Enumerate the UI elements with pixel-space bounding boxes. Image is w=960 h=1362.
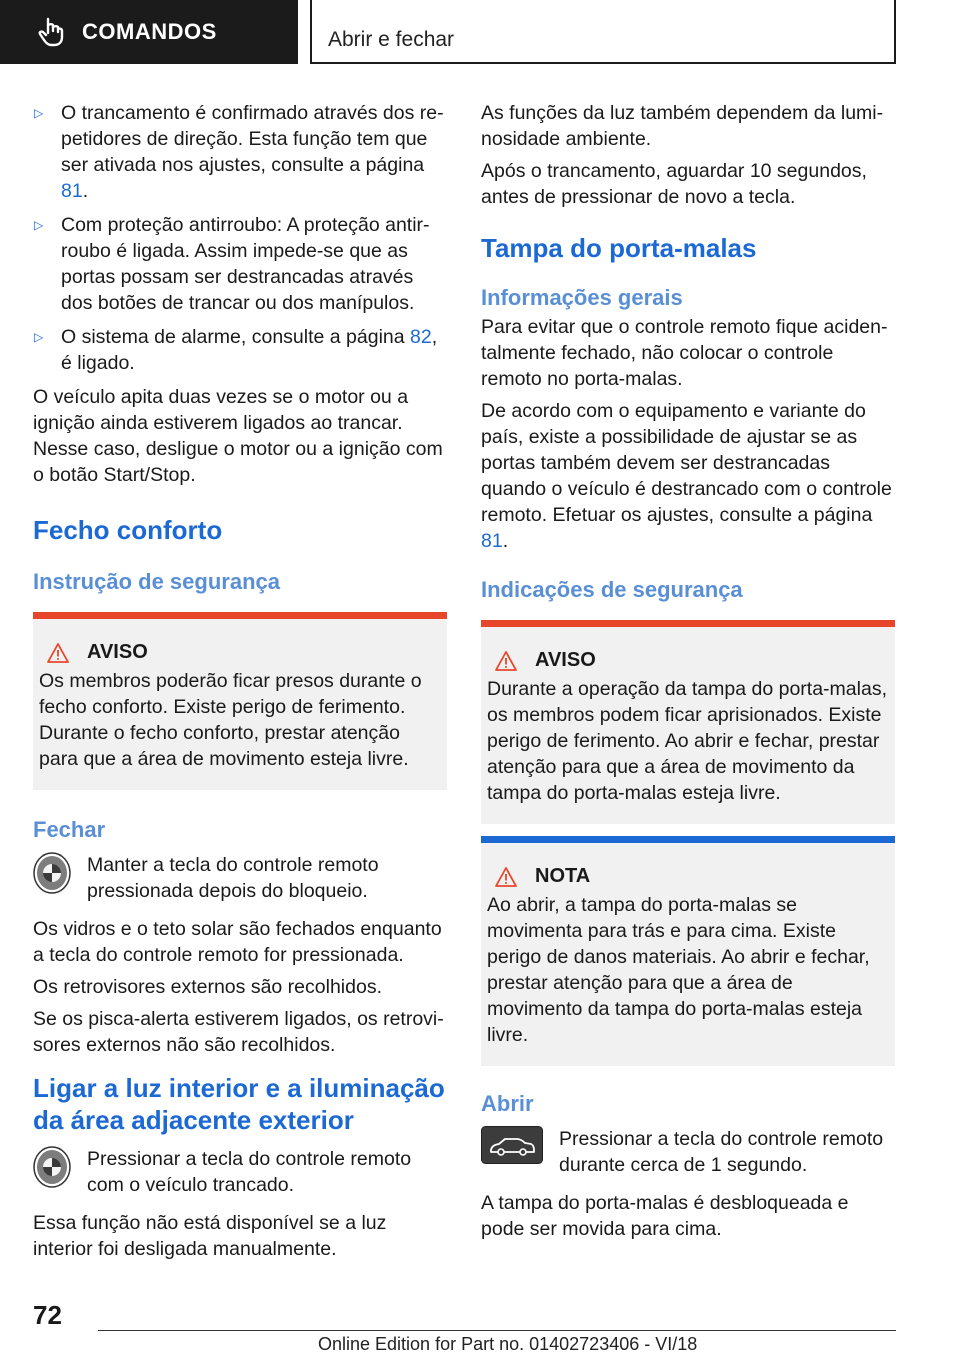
page-link[interactable]: 82	[410, 326, 432, 348]
triangle-bullet-icon: ▷	[34, 106, 44, 120]
hand-touch-icon	[38, 17, 66, 47]
lock-key-icon	[33, 852, 71, 894]
bullet-item: ▷ Com proteção antirroubo: A proteção antirroubo é ligada. Assim impede-se que as portas possam ser destrancadas através dos botões de trancar ou dos manípulos.	[34, 214, 430, 314]
chapter-title: Abrir e fechar	[328, 28, 455, 51]
key-instruction	[481, 1126, 895, 1178]
page-link[interactable]: 81	[61, 180, 83, 202]
key-instruction	[33, 852, 447, 904]
paragraph: Os retrovisores externos são recolhidos.	[33, 976, 382, 998]
section-label: COMANDOS	[82, 19, 217, 44]
edition-footer: Online Edition for Part no. 01402723406 - VI/18	[318, 1334, 698, 1354]
paragraph: O veículo apita duas vezes se o motor ou a ignição ainda estiverem ligados ao trancar. Nesse caso, desligue o motor ou a ignição com o botão Start/Stop.	[33, 386, 443, 486]
note-label: NOTA	[535, 865, 591, 887]
warning-text: Durante a operação da tampa do porta-malas, os membros podem ficar aprisionados. Existe perigo de ferimento. Ao abrir e fechar, prestar atenção para que a área de movimento da tampa do porta-malas esteja livre.	[487, 678, 887, 804]
right-column	[481, 100, 895, 1248]
section-tab	[0, 0, 298, 64]
paragraph: Essa função não está disponível se a luz interior foi desligada manualmente.	[33, 1212, 387, 1260]
triangle-bullet-icon: ▷	[34, 330, 44, 344]
heading-instrucao: Instrução de segurança	[33, 569, 280, 594]
paragraph: Se os pisca-alerta estiverem ligados, os retrovisores externos não são recolhidos.	[33, 1008, 444, 1056]
key-instruction-text: Pressionar a tecla do controle remoto com o veículo trancado.	[87, 1148, 412, 1196]
chapter-header	[310, 0, 896, 64]
warning-box	[33, 612, 447, 790]
paragraph: Para evitar que o controle remoto fique acidentalmente fechado, não colocar o controle remoto no porta-malas.	[481, 316, 888, 390]
footer-divider	[98, 1330, 896, 1331]
triangle-bullet-icon: ▷	[34, 218, 44, 232]
heading-abrir: Abrir	[481, 1091, 534, 1116]
trunk-key-icon	[481, 1126, 543, 1164]
key-instruction-text: Manter a tecla do controle remoto pressionada depois do bloqueio.	[87, 854, 379, 902]
paragraph: De acordo com o equipamento e variante do país, existe a possibilidade de ajustar se as portas também devem ser destrancadas quando o veículo é destrancado com o controle remoto. Efetuar os ajustes, consulte a página 81.	[481, 400, 892, 552]
warning-icon	[47, 643, 69, 663]
key-instruction-text: Pressionar a tecla do controle remoto durante cerca de 1 segundo.	[559, 1128, 884, 1176]
heading-informacoes: Informações gerais	[481, 285, 683, 310]
note-box	[481, 836, 895, 1066]
bullet-item: ▷ O sistema de alarme, consulte a página 82, é ligado.	[34, 326, 438, 374]
note-text: Ao abrir, a tampa do porta-malas se movimenta para trás e para cima. Existe perigo de danos materiais. Ao abrir e fechar, prestar atenção para que a área de movimento da tampa do porta-malas esteja livre.	[487, 894, 870, 1046]
heading-indicacoes: Indicações de segurança	[481, 577, 743, 602]
warning-icon	[495, 651, 517, 671]
warning-box	[481, 620, 895, 824]
heading-ligar-luz: Ligar a luz interior e a iluminação da área adjacente exterior	[33, 1073, 445, 1135]
key-instruction	[33, 1146, 447, 1198]
warning-label: AVISO	[535, 649, 596, 671]
paragraph: Após o trancamento, aguardar 10 segundos, antes de pressionar de novo a tecla.	[481, 160, 867, 208]
note-warning-icon	[495, 867, 517, 887]
paragraph: A tampa do porta-malas é desbloqueada e pode ser movida para cima.	[481, 1192, 849, 1240]
lock-key-icon	[33, 1146, 71, 1188]
bullet-item: ▷ O trancamento é confirmado através dos repetidores de direção. Esta função tem que ser ativada nos ajustes, consulte a página 81.	[34, 102, 444, 202]
heading-tampa: Tampa do porta-malas	[481, 233, 757, 263]
heading-fecho-conforto: Fecho conforto	[33, 515, 223, 545]
paragraph: As funções da luz também dependem da luminosidade ambiente.	[481, 102, 884, 150]
warning-text: Os membros poderão ficar presos durante o fecho conforto. Existe perigo de ferimento. Durante o fecho conforto, prestar atenção para que a área de movimento esteja livre.	[39, 670, 422, 770]
page-link[interactable]: 81	[481, 530, 503, 552]
heading-fechar: Fechar	[33, 817, 106, 842]
left-column	[33, 100, 447, 1268]
page-number: 72	[33, 1300, 62, 1330]
paragraph: Os vidros e o teto solar são fechados enquanto a tecla do controle remoto for pressionada.	[33, 918, 442, 966]
warning-label: AVISO	[87, 641, 148, 663]
